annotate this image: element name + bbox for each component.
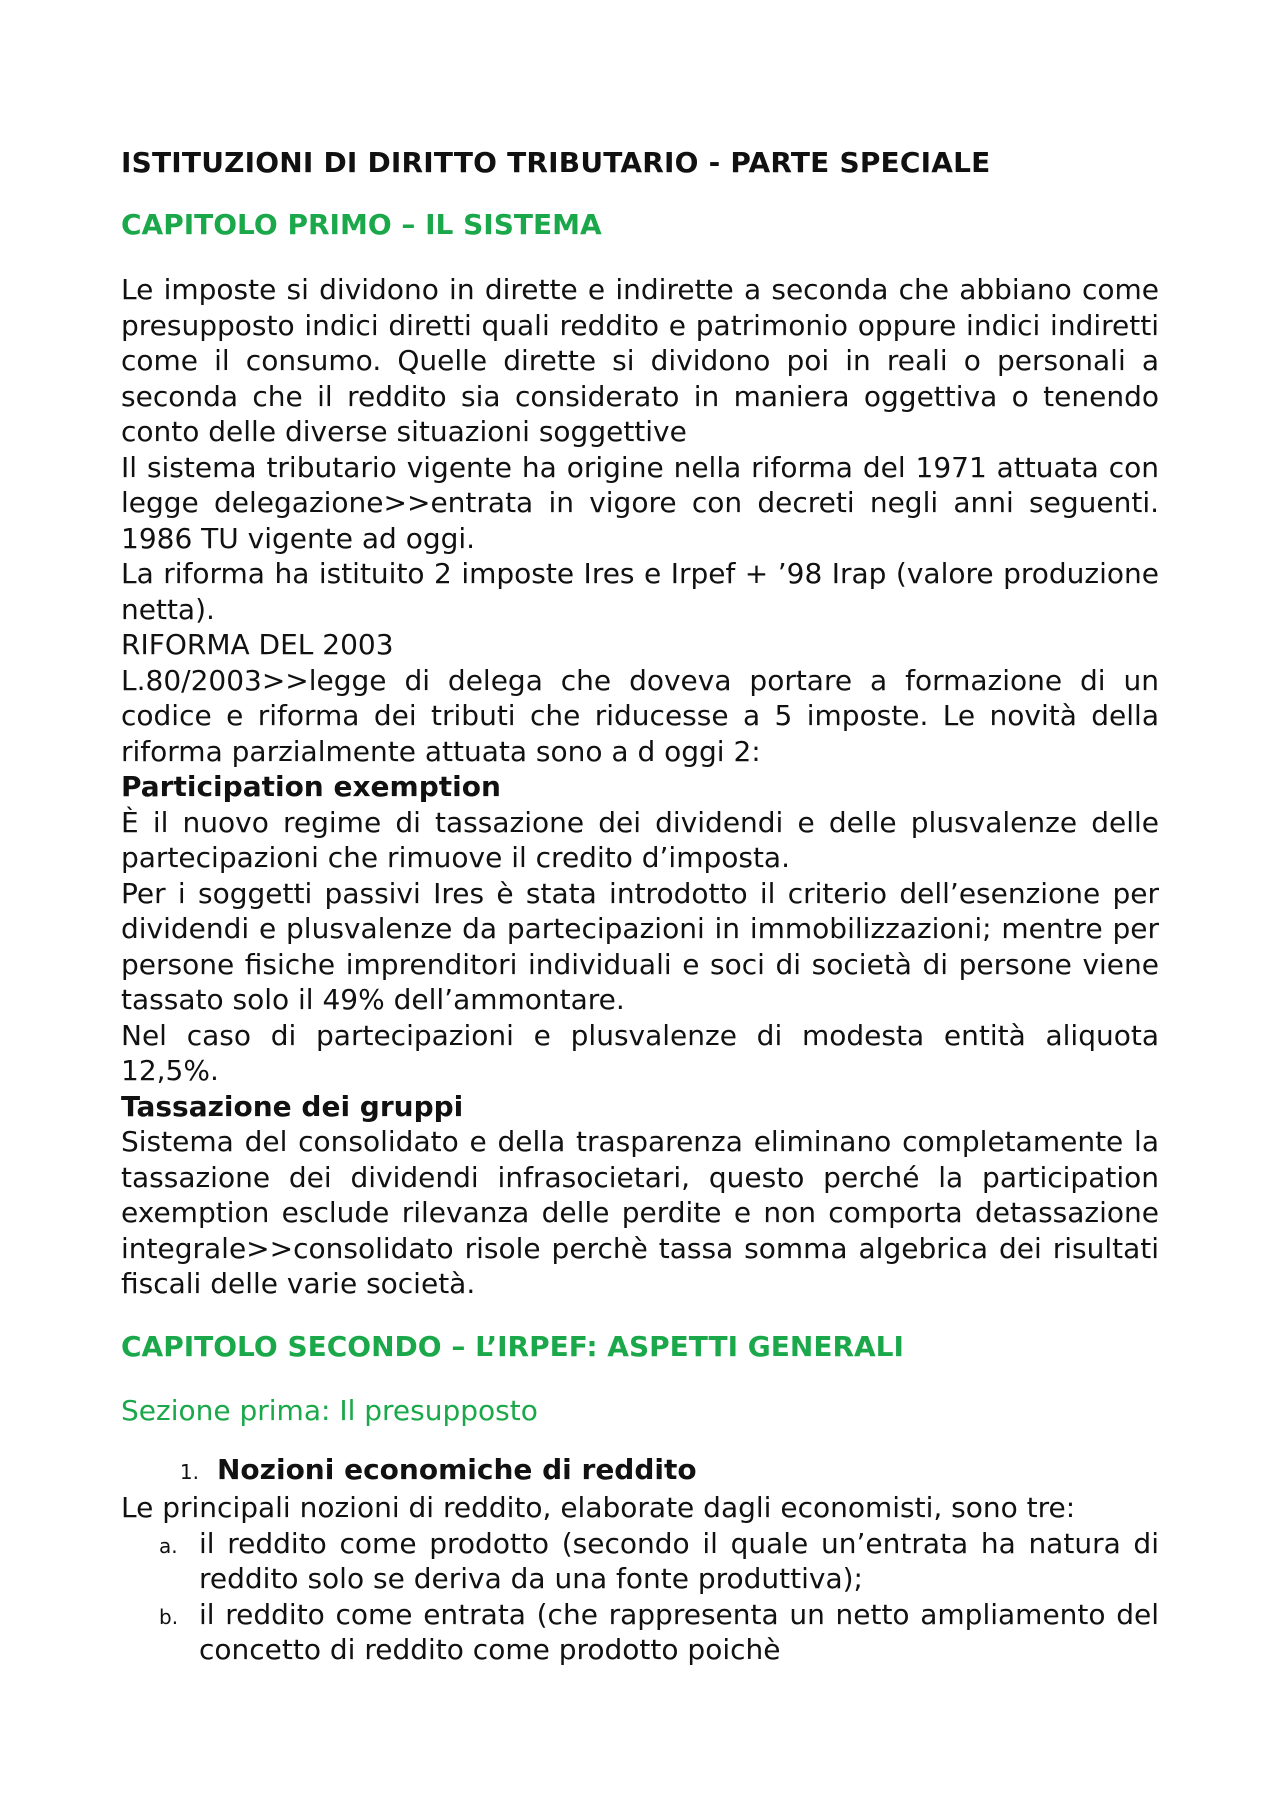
subheading-tassazione-gruppi: Tassazione dei gruppi [121,1089,464,1123]
paragraph: L.80/2003>>legge di delega che doveva portare a formazione di un codice e riforma dei tributi che riducesse a 5 imposte. Le novità della riforma parzialmente attuata sono a d oggi 2: [121,663,1159,768]
document-title: ISTITUZIONI DI DIRITTO TRIBUTARIO - PARTE SPECIALE [121,146,991,179]
paragraph: La riforma ha istituito 2 imposte Ires e Irpef + ’98 Irap (valore produzione netta). [121,557,1159,626]
list-item [121,1597,1159,1668]
numbered-heading-text: Nozioni economiche di reddito [217,1452,697,1486]
list-letter: a. [159,1533,178,1558]
chapter-heading-1: CAPITOLO PRIMO – IL SISTEMA [121,208,602,241]
list-item-text: il reddito come prodotto (secondo il quale un’entrata ha natura di reddito solo se deriva da una fonte produttiva); [199,1526,1159,1595]
paragraph: Le imposte si dividono in dirette e indirette a seconda che abbiano come presupposto indici diretti quali reddito e patrimonio oppure indici indiretti come il consumo. Quelle dirette si dividono poi in reali o personali a seconda che il reddito sia considerato in maniera oggettiva o tenendo conto delle diverse situazioni soggettive [121,273,1159,448]
chapter-heading-2: CAPITOLO SECONDO – L’IRPEF: ASPETTI GENERALI [121,1329,904,1363]
chapter-1-body [121,272,1159,1302]
paragraph: È il nuovo regime di tassazione dei dividendi e delle plusvalenze delle partecipazioni che rimuove il credito d’imposta. [121,805,1159,874]
list-number: 1. [179,1459,199,1484]
paragraph: Le principali nozioni di reddito, elaborate dagli economisti, sono tre: [121,1491,1076,1524]
section-heading: Sezione prima: Il presupposto [121,1393,538,1427]
paragraph: Il sistema tributario vigente ha origine nella riforma del 1971 attuata con legge delegazione>>entrata in vigore con decreti negli anni seguenti. 1986 TU vigente ad oggi. [121,450,1159,555]
document-page [121,146,1159,1668]
paragraph: Sistema del consolidato e della trasparenza eliminano completamente la tassazione dei dividendi infrasocietari, questo perché la participation exemption esclude rilevanza delle perdite e non comporta detassazione integrale>>consolidato risole perchè tassa somma algebrica dei risultati fiscali delle varie società. [121,1125,1159,1300]
list-letter: b. [159,1604,179,1629]
paragraph: Nel caso di partecipazioni e plusvalenze di modesta entità aliquota 12,5%. [121,1018,1159,1087]
chapter-2-body [121,1490,1159,1668]
paragraph: Per i soggetti passivi Ires è stata introdotto il criterio dell’esenzione per dividendi e plusvalenze da partecipazioni in immobilizzazioni; mentre per persone fisiche imprenditori individuali e soci di società di persone viene tassato solo il 49% dell’ammontare. [121,876,1159,1016]
paragraph: RIFORMA DEL 2003 [121,628,394,661]
numbered-heading [121,1452,1159,1491]
list-item [121,1526,1159,1597]
lettered-list [121,1526,1159,1668]
list-item-text: il reddito come entrata (che rappresenta un netto ampliamento del concetto di reddito come prodotto poichè [199,1597,1159,1666]
subheading-participation-exemption: Participation exemption [121,770,501,803]
